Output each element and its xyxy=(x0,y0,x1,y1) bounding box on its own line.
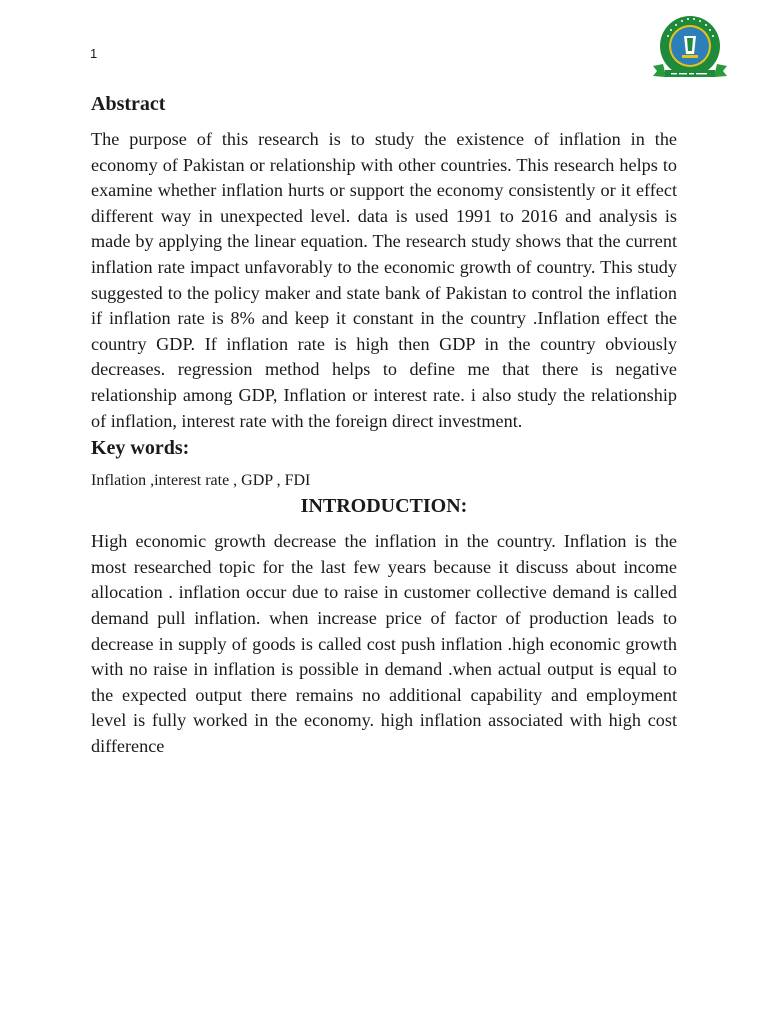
university-logo xyxy=(651,14,729,86)
abstract-heading: Abstract xyxy=(91,93,166,115)
keywords-list: Inflation ,interest rate , GDP , FDI xyxy=(91,472,311,490)
keywords-heading: Key words: xyxy=(91,437,190,460)
document-body xyxy=(91,90,677,759)
introduction-heading: INTRODUCTION: xyxy=(300,495,468,518)
page-number: 1 xyxy=(90,46,98,61)
introduction-paragraph: High economic growth decrease the inflation in the country. Inflation is the most researched topic for the last few years because it discuss about income allocation . inflation occur due to raise in customer collective demand is called demand pull inflation. when increase price of factor of production leads to decrease in supply of goods is called cost push inflation .high economic growth with no raise in inflation is possible in demand .when actual output is equal to the expected output there remains no additional capability and employment level is fully worked in the economy. high inflation associated with high cost difference xyxy=(91,531,677,756)
abstract-paragraph: The purpose of this research is to study the existence of inflation in the economy of Pakistan or relationship with other countries. This research helps to examine whether inflation hurts or support the economy consistently or it effect different way in unexpected level. data is used 1991 to 2016 and analysis is made by applying the linear equation. The research study shows that the current inflation rate impact unfavorably to the economic growth of country. This study suggested to the policy maker and state bank of Pakistan to control the inflation if inflation rate is 8% and keep it constant in the country .Inflation effect the country GDP. If inflation rate is high then GDP in the country obviously decreases. regression method helps to define me that there is negative relationship among GDP, Inflation or interest rate. i also study the relationship of inflation, interest rate with the foreign direct investment. xyxy=(91,129,677,431)
